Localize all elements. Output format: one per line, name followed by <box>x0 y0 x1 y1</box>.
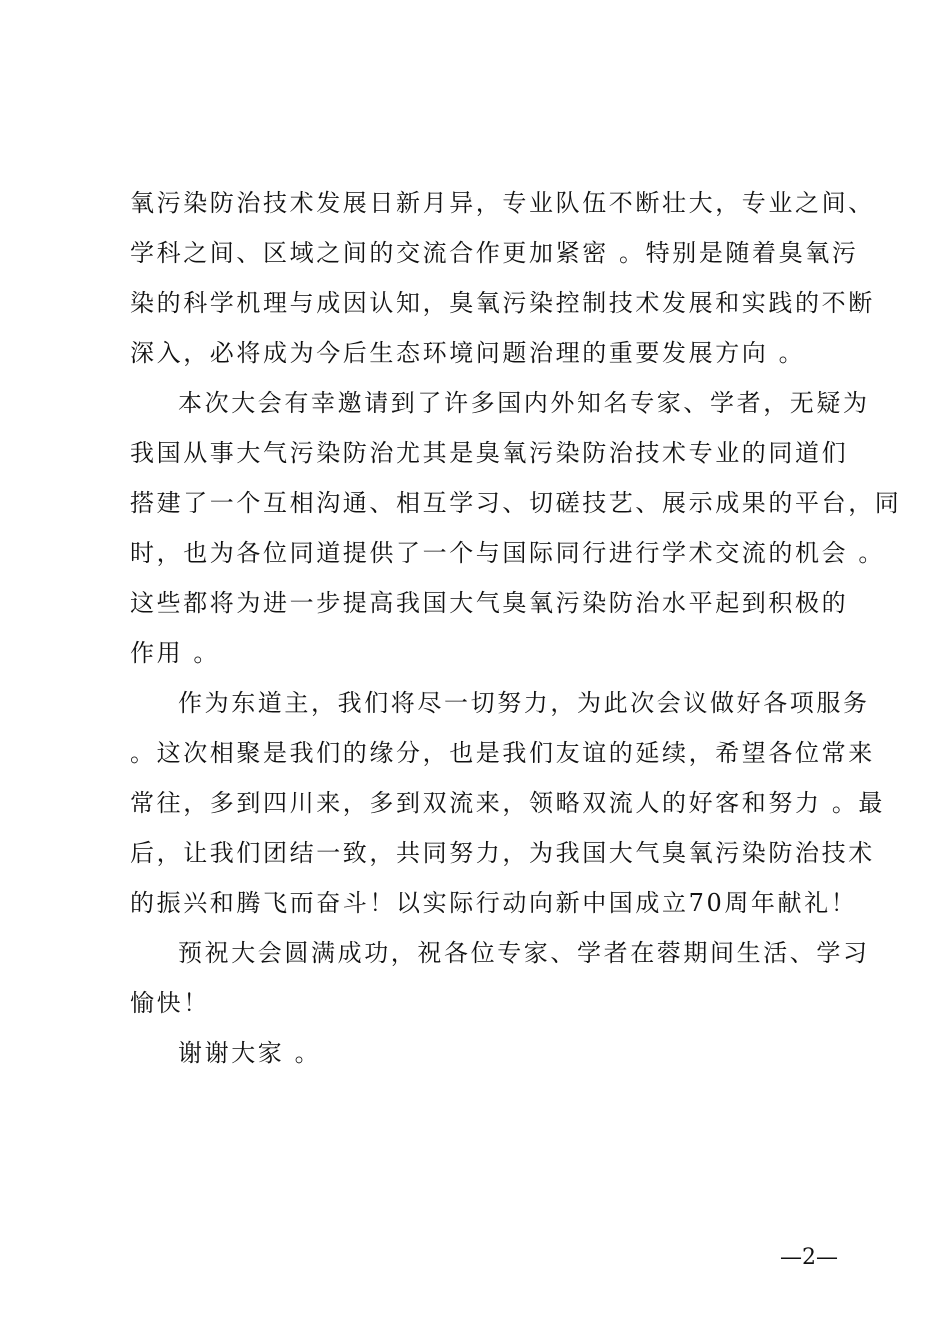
text-line: 深入，必将成为今后生态环境问题治理的重要发展方向 。 <box>130 339 806 367</box>
text-line: 后，让我们团结一致，共同努力，为我国大气臭氧污染防治技术 <box>130 839 875 867</box>
text-line: 作为东道主，我们将尽一切努力，为此次会议做好各项服务 <box>178 689 870 717</box>
text-line: 。这次相聚是我们的缘分，也是我们友谊的延续，希望各位常来 <box>130 739 875 767</box>
text-line: 染的科学机理与成因认知，臭氧污染控制技术发展和实践的不断 <box>130 289 875 317</box>
text-line: 作用 。 <box>130 639 221 667</box>
text-line: 时，也为各位同道提供了一个与国际同行进行学术交流的机会 。 <box>130 539 886 567</box>
text-line: 的振兴和腾飞而奋斗！以实际行动向新中国成立70周年献礼！ <box>130 889 858 917</box>
text-line: 这些都将为进一步提高我国大气臭氧污染防治水平起到积极的 <box>130 589 849 617</box>
text-line: 愉快！ <box>130 989 210 1017</box>
text-line: 谢谢大家 。 <box>178 1039 322 1067</box>
text-line: 氧污染防治技术发展日新月异，专业队伍不断壮大，专业之间、 <box>130 189 875 217</box>
text-line: 常往，多到四川来，多到双流来，领略双流人的好客和努力 。最 <box>130 789 886 817</box>
text-line: 预祝大会圆满成功，祝各位专家、学者在蓉期间生活、学习 <box>178 939 870 967</box>
text-line: 学科之间、区域之间的交流合作更加紧密 。特别是随着臭氧污 <box>130 239 859 267</box>
text-line: 本次大会有幸邀请到了许多国内外知名专家、学者，无疑为 <box>178 389 870 417</box>
text-line: 搭建了一个互相沟通、相互学习、切磋技艺、展示成果的平台，同 <box>130 489 902 517</box>
page-number: —2— <box>780 1245 838 1270</box>
text-line: 我国从事大气污染防治尤其是臭氧污染防治技术专业的同道们 <box>130 439 849 467</box>
